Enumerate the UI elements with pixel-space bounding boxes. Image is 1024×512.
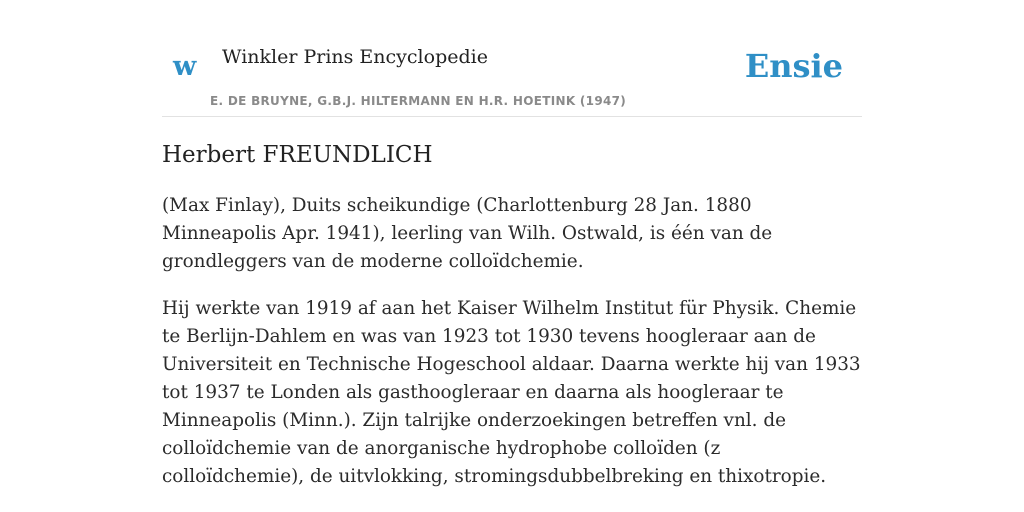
site-title[interactable]: Winkler Prins Encyclopedie [222, 46, 488, 68]
article-title: Herbert FREUNDLICH [162, 142, 433, 168]
source-authors: E. DE BRUYNE, G.B.J. HILTERMANN EN H.R. HOETINK (1947) [210, 94, 627, 108]
winkler-prins-logo[interactable]: w [173, 51, 197, 82]
ensie-brand-logo[interactable]: Ensie [744, 47, 843, 85]
article [162, 140, 862, 491]
article-paragraph-1: (Max Finlay), Duits scheikundige (Charlottenburg 28 Jan. 1880 Minneapolis Apr. 1941), leerling van Wilh. Ostwald, is één van de grondleggers van de moderne colloïdchemie. [162, 195, 773, 272]
article-paragraph-2: Hij werkte van 1919 af aan het Kaiser Wilhelm Institut für Physik. Chemie te Berlijn-Dahlem en was van 1923 tot 1930 tevens hoogleraar aan de Universiteit en Technische Hogeschool aldaar. Daarna werkte hij van 1933 tot 1937 te Londen als gasthoogleraar en daarna als hoogleraar te Minneapolis (Minn.). Zijn talrijke onderzoekingen betreffen vnl. de colloïdchemie van de anorganische hydrophobe colloïden (z colloïdchemie), de uitvlokking, stromingsdubbelbreking en thixotropie. [162, 298, 861, 487]
site-header [162, 0, 862, 117]
